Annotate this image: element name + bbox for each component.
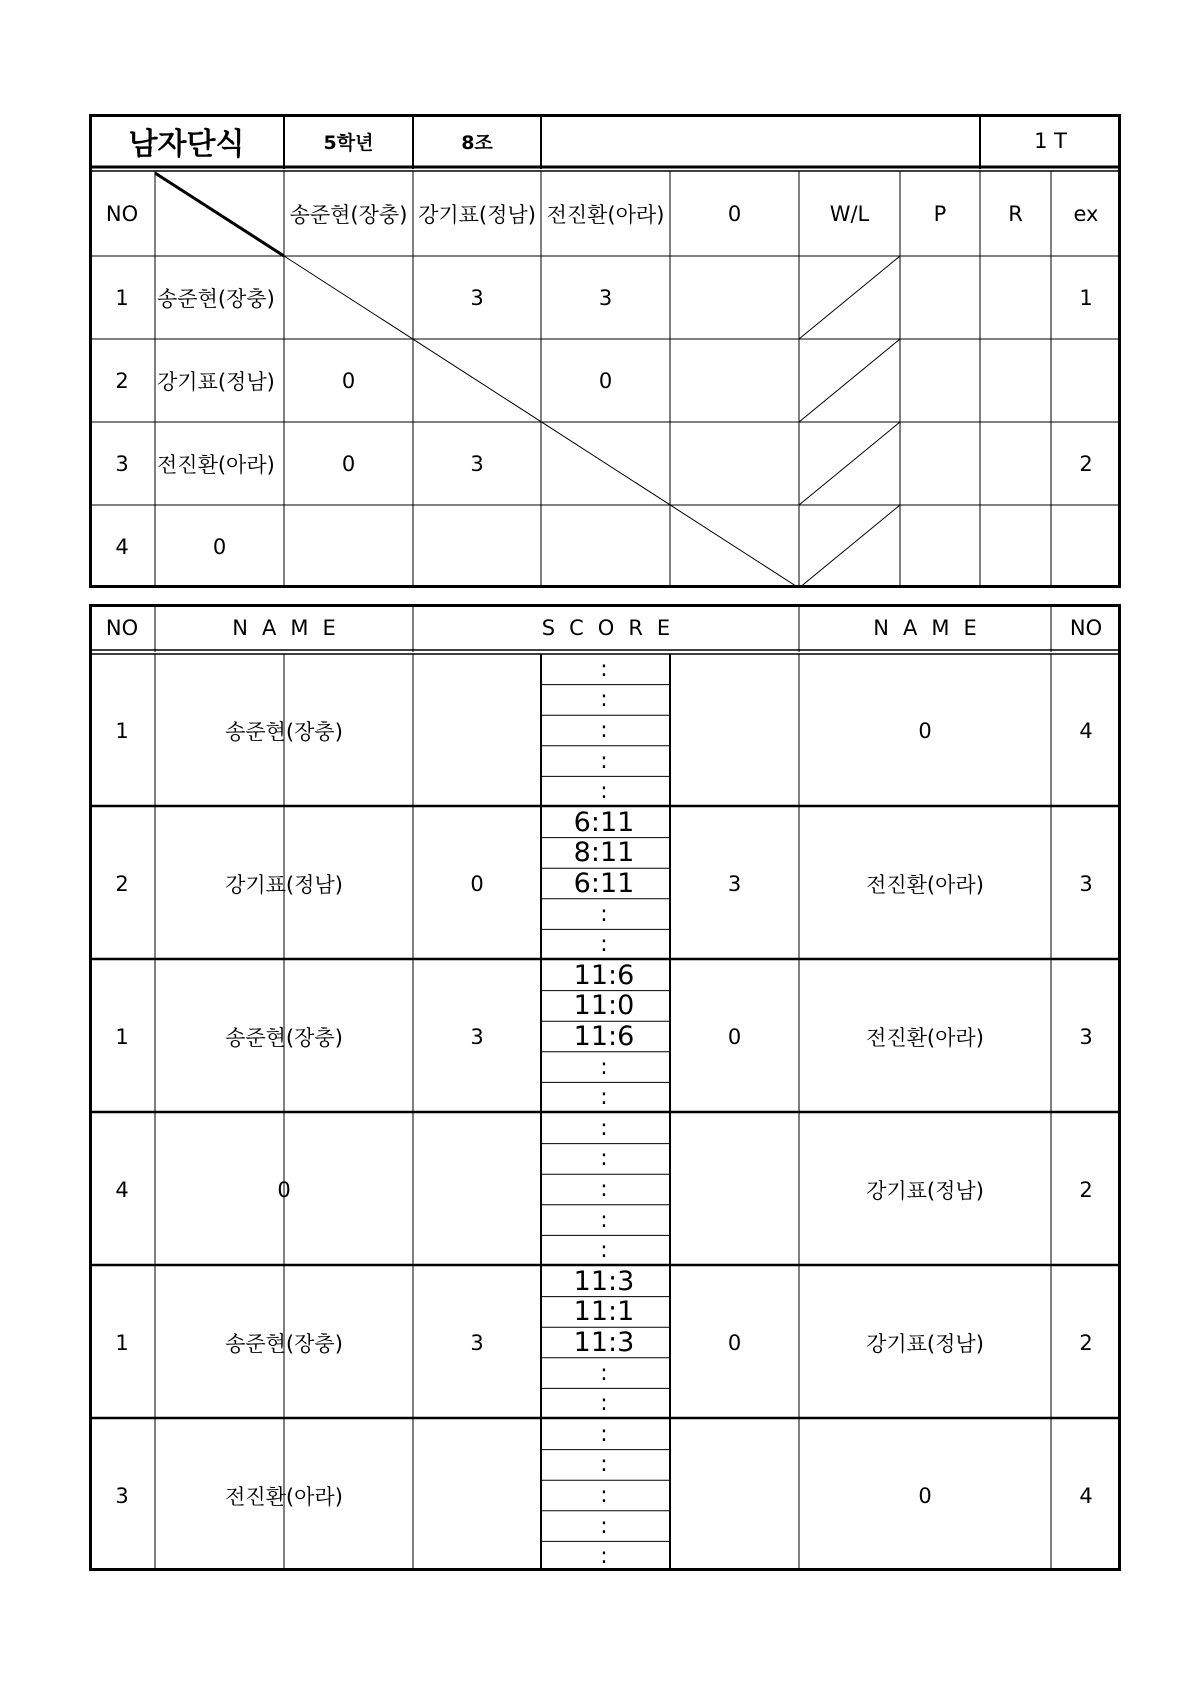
- grade-label: 5학년: [323, 131, 374, 154]
- match-player-left: 송준현(장충): [225, 1025, 343, 1050]
- league-row-name: 전진환(아라): [157, 452, 275, 477]
- game-score: :: [600, 748, 608, 774]
- header-blank-cell: [541, 114, 980, 168]
- game-score: :: [600, 1513, 608, 1539]
- match-no-left: 4: [115, 1177, 129, 1202]
- league-wl-header: W/L: [829, 201, 870, 226]
- match-score-header: SCORE: [541, 615, 685, 640]
- league-no-header: NO: [105, 201, 139, 226]
- match-player-left: 송준현(장충): [225, 1331, 343, 1356]
- match-set-score-right: [670, 1419, 799, 1572]
- league-row-no: 3: [115, 451, 129, 476]
- league-r-header: R: [1008, 201, 1023, 226]
- league-row-name: 송준현(장충): [157, 286, 275, 311]
- league-p-header: P: [933, 201, 947, 226]
- match-set-score-left: [413, 654, 541, 807]
- match-player-right: 0: [918, 1483, 932, 1508]
- group-label: 8조: [461, 131, 493, 154]
- game-score: 11:3: [573, 1326, 635, 1358]
- league-row-no: 1: [115, 285, 129, 310]
- game-score: :: [600, 1544, 608, 1570]
- match-set-score-left: [413, 1419, 541, 1572]
- game-score: 6:11: [573, 806, 635, 838]
- match-no-left: 1: [115, 718, 129, 743]
- match-set-score-left: 0: [470, 871, 484, 896]
- match-set-score-right: [670, 654, 799, 807]
- game-score: :: [600, 1115, 608, 1141]
- table-number: 1 T: [1034, 129, 1067, 153]
- game-score: :: [600, 1452, 608, 1478]
- match-player-right: 0: [918, 718, 932, 743]
- match-set-score-left: 3: [470, 1024, 484, 1049]
- match-player-left: 전진환(아라): [225, 1484, 343, 1509]
- game-score: 11:6: [573, 959, 635, 991]
- game-score: :: [600, 687, 608, 713]
- match-no-right: 2: [1079, 1330, 1093, 1355]
- match-no-left-header: NO: [105, 615, 139, 640]
- game-score: :: [600, 1054, 608, 1080]
- match-set-score-right: 3: [727, 871, 742, 896]
- league-ex-cell: 1: [1079, 285, 1093, 310]
- event-title: 남자단식: [128, 127, 245, 162]
- game-score: 6:11: [573, 867, 635, 899]
- game-score: :: [600, 1085, 608, 1111]
- match-set-score-left: 3: [470, 1330, 484, 1355]
- match-no-right: 3: [1079, 1024, 1093, 1049]
- match-no-left: 1: [115, 1024, 129, 1049]
- league-score-cell: 0: [598, 368, 613, 393]
- game-score: 11:0: [573, 990, 635, 1022]
- league-row-name: 강기표(정남): [157, 369, 275, 394]
- game-score: :: [600, 1238, 608, 1264]
- match-table: [89, 604, 1121, 1571]
- match-player-left: 0: [277, 1177, 291, 1202]
- match-set-score-right: [670, 1113, 799, 1266]
- league-score-cell: 0: [341, 368, 356, 393]
- game-score: :: [600, 901, 608, 927]
- league-row-name: 0: [212, 534, 227, 559]
- game-score: :: [600, 1391, 608, 1417]
- match-set-score-right: 0: [727, 1024, 742, 1049]
- game-score: 11:6: [573, 1020, 635, 1052]
- match-no-right: 4: [1079, 718, 1093, 743]
- league-row-no: 4: [115, 534, 129, 559]
- game-score: :: [600, 1207, 608, 1233]
- match-no-right: 2: [1079, 1177, 1093, 1202]
- league-score-cell: 3: [598, 285, 613, 310]
- league-col-player-1: 송준현(장충): [289, 202, 408, 227]
- match-no-right: 4: [1079, 1483, 1093, 1508]
- league-ex-header: ex: [1073, 201, 1099, 226]
- league-col-player-4: 0: [727, 201, 742, 226]
- match-player-right: 강기표(정남): [866, 1178, 984, 1203]
- game-score: :: [600, 1360, 608, 1386]
- match-player-left: 송준현(장충): [225, 719, 343, 744]
- match-player-left: 강기표(정남): [225, 872, 343, 897]
- league-table: [89, 114, 1121, 588]
- league-col-player-2: 강기표(정남): [418, 202, 536, 227]
- game-score: 8:11: [573, 837, 635, 869]
- league-score-cell: 3: [470, 285, 484, 310]
- league-row-no: 2: [115, 368, 129, 393]
- match-no-left: 1: [115, 1330, 129, 1355]
- game-score: 11:1: [573, 1296, 635, 1328]
- game-score: :: [600, 1482, 608, 1508]
- game-score: :: [600, 1421, 608, 1447]
- match-no-left: 3: [115, 1483, 129, 1508]
- match-player-right: 전진환(아라): [866, 872, 984, 897]
- game-score: :: [600, 779, 608, 805]
- league-ex-cell: 2: [1079, 451, 1093, 476]
- match-player-right: 전진환(아라): [866, 1025, 984, 1050]
- game-score: :: [600, 1176, 608, 1202]
- match-player-right: 강기표(정남): [866, 1331, 984, 1356]
- league-score-cell: 0: [341, 451, 356, 476]
- league-col-player-3: 전진환(아라): [546, 202, 665, 227]
- match-name-left-header: NAME: [232, 615, 350, 640]
- game-score: :: [600, 1146, 608, 1172]
- match-no-left: 2: [115, 871, 129, 896]
- game-score: :: [600, 656, 608, 682]
- match-no-right-header: NO: [1069, 615, 1103, 640]
- game-score: 11:3: [573, 1265, 635, 1297]
- match-set-score-right: 0: [727, 1330, 742, 1355]
- game-score: :: [600, 717, 608, 743]
- league-score-cell: 3: [470, 451, 484, 476]
- match-set-score-left: [413, 1113, 541, 1266]
- match-name-right-header: NAME: [873, 615, 991, 640]
- match-no-right: 3: [1079, 871, 1093, 896]
- game-score: :: [600, 932, 608, 958]
